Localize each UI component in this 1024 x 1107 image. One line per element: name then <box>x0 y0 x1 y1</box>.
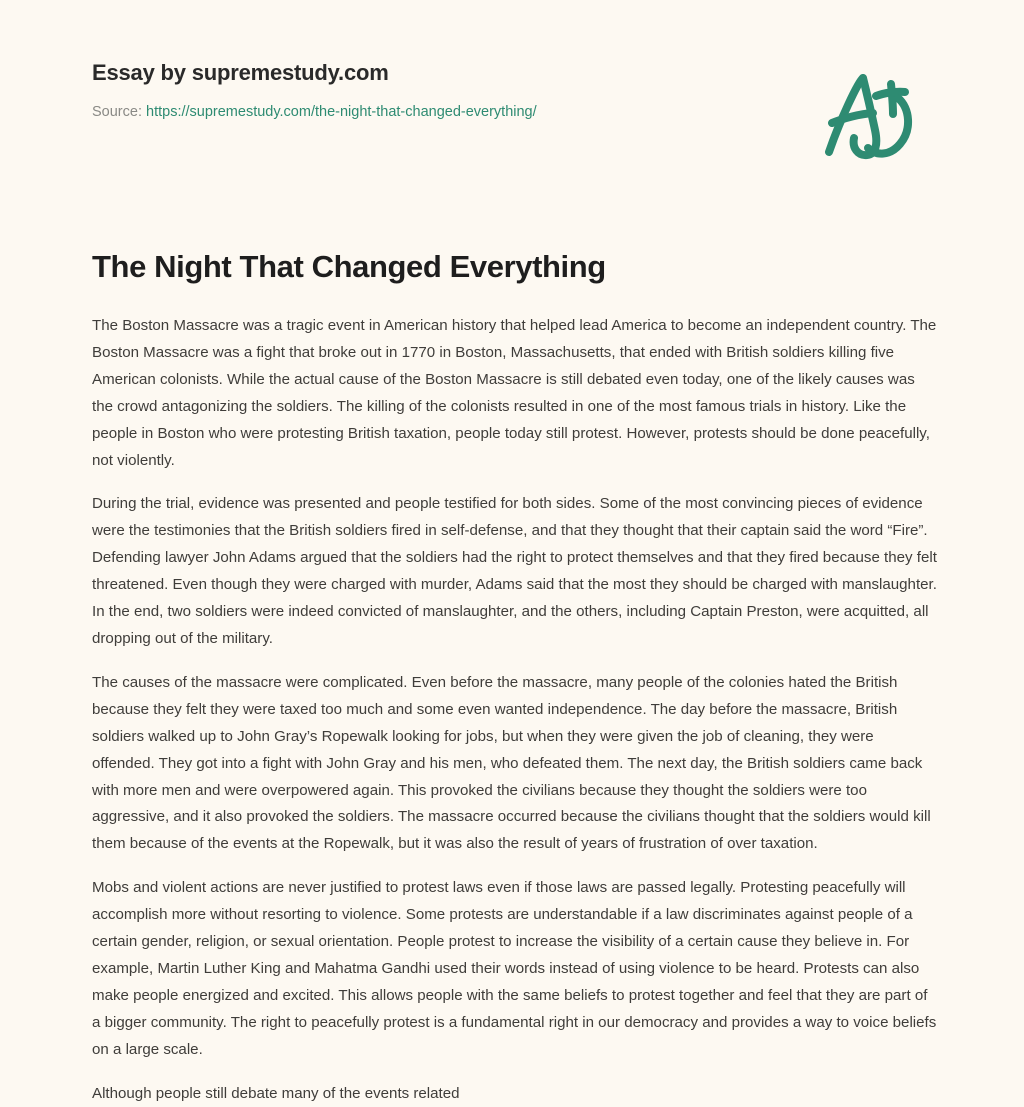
article-paragraph: The causes of the massacre were complicated. Even before the massacre, many people of the colonies hated the British because they felt they were taxed too much and some even wanted independence. The day before the massacre, British soldiers walked up to John Gray’s Ropewalk looking for jobs, but when they were given the job of cleaning, they were offended. They got into a fight with John Gray and his men, who defeated them. The next day, the British soldiers came back with more men and were overpowered again. This provoked the civilians because they thought the soldiers were too aggressive, and it also provoked the soldiers. The massacre occurred because the civilians thought that the soldiers would kill them because of the events at the Ropewalk, but it was also the result of years of frustration of over taxation. <box>92 673 931 853</box>
a-plus-logo[interactable] <box>818 68 930 164</box>
article-paragraph: The Boston Massacre was a tragic event in American history that helped lead America to become an independent country. The Boston Massacre was a fight that broke out in 1770 in Boston, Massachusetts, that ended with British soldiers killing five American colonists. While the actual cause of the Boston Massacre is still debated even today, one of the likely causes was the crowd antagonizing the soldiers. The killing of the colonists resulted in one of the most famous trials in history. Like the people in Boston who were protesting British taxation, people today still protest. However, protests should be done peacefully, not violently. <box>92 317 937 469</box>
article-body <box>92 313 938 1107</box>
a-plus-logo-icon <box>818 68 930 164</box>
page-header <box>92 58 932 122</box>
essay-byline: Essay by supremestudy.com <box>92 60 389 85</box>
article-paragraph: Mobs and violent actions are never justified to protest laws even if those laws are passed legally. Protesting peacefully will accomplish more without resorting to violence. Some protests are understandable if a law discriminates against people of a certain gender, religion, or sexual orientation. People protest to increase the visibility of a certain cause they believe in. For example, Martin Luther King and Mahatma Gandhi used their words instead of using violence to be heard. Protests can also make people energized and excited. This allows people with the same beliefs to protest together and feel that they are part of a bigger community. The right to peacefully protest is a fundamental right in our democracy and provides a way to voice beliefs on a large scale. <box>92 879 937 1058</box>
source-line <box>92 102 932 122</box>
source-url-link[interactable]: https://supremestudy.com/the-night-that-changed-everything/ <box>146 104 537 120</box>
article-paragraph: During the trial, evidence was presented and people testified for both sides. Some of the most convincing pieces of evidence were the testimonies that the British soldiers fired in self-defense, and that they thought that their captain said the word “Fire”. Defending lawyer John Adams argued that the soldiers had the right to protect themselves and that they fired because they felt threatened. Even though they were charged with murder, Adams said that the most they should be charged with manslaughter. In the end, two soldiers were indeed convicted of manslaughter, and the others, including Captain Preston, were acquitted, all dropping out of the military. <box>92 495 937 647</box>
article <box>92 247 938 1107</box>
page-title: The Night That Changed Everything <box>92 249 606 284</box>
source-label: Source: <box>92 104 142 120</box>
article-paragraph: Although people still debate many of the events related <box>92 1084 460 1102</box>
